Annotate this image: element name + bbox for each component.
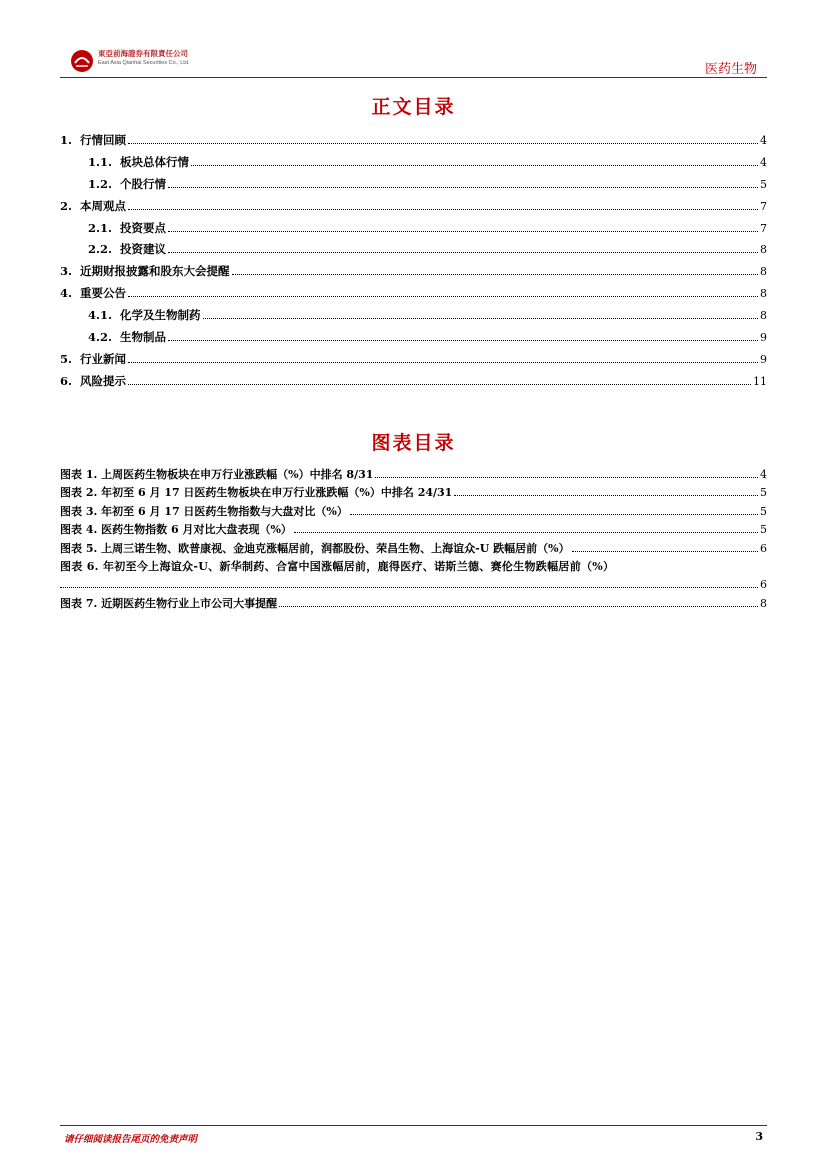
toc-entry-number: 6. bbox=[60, 373, 73, 388]
figure-entry[interactable] bbox=[60, 521, 767, 539]
leader-dots bbox=[168, 252, 758, 253]
figure-entry[interactable] bbox=[60, 540, 767, 558]
toc-entry[interactable] bbox=[60, 283, 767, 305]
figure-entry-page: 8 bbox=[760, 596, 767, 610]
toc-entry-number: 4.2. bbox=[88, 330, 113, 345]
leader-dots bbox=[454, 495, 758, 496]
leader-dots bbox=[232, 274, 758, 275]
leader-dots bbox=[572, 551, 758, 552]
toc-entry[interactable] bbox=[60, 218, 767, 240]
leader-dots bbox=[168, 187, 758, 188]
leader-dots bbox=[191, 165, 758, 166]
toc-entry[interactable] bbox=[60, 261, 767, 283]
toc-entry[interactable] bbox=[60, 305, 767, 327]
toc-entry-number: 3. bbox=[60, 264, 73, 279]
figure-entry-page: 5 bbox=[760, 523, 767, 537]
header-divider bbox=[60, 77, 767, 78]
toc-entry[interactable] bbox=[60, 371, 767, 393]
page-header bbox=[0, 0, 827, 80]
leader-dots bbox=[168, 340, 758, 341]
logo-icon bbox=[70, 49, 94, 73]
toc-entry-number: 2.1. bbox=[88, 220, 113, 235]
toc-title: 正文目录 bbox=[371, 96, 456, 118]
figure-entry[interactable] bbox=[60, 484, 767, 502]
figure-entry-label: 图表 1. 上周医药生物板块在申万行业涨跌幅（%）中排名 8/31 bbox=[60, 468, 374, 481]
toc-entry-page: 4 bbox=[760, 155, 767, 169]
figure-entry-label: 图表 7. 近期医药生物行业上市公司大事提醒 bbox=[60, 596, 278, 610]
leader-dots bbox=[294, 532, 758, 533]
page-number: 3 bbox=[755, 1130, 763, 1143]
toc-entry-label: 个股行情 bbox=[120, 176, 167, 191]
leader-dots bbox=[279, 606, 758, 607]
figure-entry-page: 5 bbox=[760, 504, 767, 518]
figure-entry-wrapped[interactable] bbox=[60, 558, 767, 576]
figures-title: 图表目录 bbox=[371, 432, 456, 454]
leader-dots bbox=[203, 318, 758, 319]
leader-dots bbox=[128, 384, 751, 385]
company-logo bbox=[70, 49, 189, 73]
toc-entry[interactable] bbox=[60, 327, 767, 349]
toc-entry-label: 投资建议 bbox=[120, 242, 167, 257]
toc-entry-page: 5 bbox=[760, 177, 767, 191]
toc-entry-page: 7 bbox=[760, 199, 767, 213]
toc-entry[interactable] bbox=[60, 174, 767, 196]
leader-dots bbox=[350, 514, 758, 515]
footer-disclaimer: 请仔细阅读报告尾页的免责声明 bbox=[64, 1134, 198, 1145]
table-of-contents bbox=[60, 130, 767, 393]
figure-entry-label: 图表 4. 医药生物指数 6 月对比大盘表现（%） bbox=[60, 523, 292, 537]
toc-entry-page: 8 bbox=[760, 265, 767, 279]
toc-entry-number: 4.1. bbox=[88, 308, 113, 323]
leader-dots bbox=[128, 296, 758, 297]
toc-entry-label: 重要公告 bbox=[80, 286, 127, 301]
figure-entry-label: 图表 5. 上周三诺生物、欧普康视、金迪克涨幅居前，润都股份、荣昌生物、上海谊众-U 跌幅居前（%） bbox=[60, 541, 570, 555]
toc-entry[interactable] bbox=[60, 239, 767, 261]
leader-dots bbox=[128, 362, 758, 363]
toc-entry-label: 行情回顾 bbox=[80, 133, 127, 147]
figure-list bbox=[60, 466, 767, 613]
toc-entry-page: 4 bbox=[760, 134, 767, 147]
toc-entry[interactable] bbox=[60, 349, 767, 371]
leader-dots bbox=[60, 587, 758, 588]
toc-entry-page: 9 bbox=[760, 331, 767, 345]
logo-name-en: East Asia Qianhai Securities Co., Ltd. bbox=[98, 60, 190, 66]
toc-entry-page: 9 bbox=[760, 352, 767, 366]
toc-entry-number: 5. bbox=[60, 351, 73, 366]
toc-entry-number: 2.2. bbox=[88, 242, 113, 257]
toc-entry-label: 风险提示 bbox=[80, 373, 127, 388]
figure-entry[interactable] bbox=[60, 466, 767, 484]
toc-entry-number: 1.1. bbox=[88, 154, 113, 169]
figure-entry-page: 6 bbox=[760, 578, 767, 592]
toc-entry[interactable] bbox=[60, 152, 767, 174]
toc-entry-label: 投资要点 bbox=[120, 220, 167, 235]
figure-entry-page: 6 bbox=[760, 541, 767, 555]
toc-entry[interactable] bbox=[60, 130, 767, 152]
figure-entry-label: 图表 3. 年初至 6 月 17 日医药生物指数与大盘对比（%） bbox=[60, 504, 348, 518]
leader-dots bbox=[168, 231, 758, 232]
figure-entry-label: 图表 6. 年初至今上海谊众-U、新华制药、合富中国涨幅居前，鹿得医疗、诺斯兰德、赛伦生物跌幅居前（%） bbox=[60, 559, 615, 573]
toc-entry-page: 8 bbox=[760, 287, 767, 301]
toc-entry-label: 化学及生物制药 bbox=[120, 308, 201, 323]
figure-entry[interactable] bbox=[60, 595, 767, 613]
figure-entry-label: 图表 2. 年初至 6 月 17 日医药生物板块在申万行业涨跌幅（%）中排名 24/31 bbox=[60, 486, 453, 500]
toc-entry-label: 板块总体行情 bbox=[120, 154, 190, 169]
leader-dots bbox=[128, 143, 758, 144]
toc-entry-number: 1. bbox=[60, 133, 73, 147]
leader-dots bbox=[128, 209, 758, 210]
toc-entry-label: 近期财报披露和股东大会提醒 bbox=[80, 264, 230, 279]
toc-entry-page: 7 bbox=[760, 221, 767, 235]
toc-entry-page: 11 bbox=[753, 374, 767, 388]
leader-dots bbox=[375, 477, 758, 478]
toc-entry-page: 8 bbox=[760, 243, 767, 257]
toc-entry-label: 本周观点 bbox=[80, 198, 127, 213]
toc-entry-number: 4. bbox=[60, 286, 73, 301]
footer-divider bbox=[60, 1125, 767, 1126]
toc-entry-number: 2. bbox=[60, 198, 73, 213]
figure-entry-page: 5 bbox=[760, 486, 767, 500]
figure-entry[interactable] bbox=[60, 503, 767, 521]
toc-entry[interactable] bbox=[60, 196, 767, 218]
toc-entry-label: 行业新闻 bbox=[80, 351, 127, 366]
figure-entry-wrapped-continuation bbox=[60, 576, 767, 594]
toc-entry-page: 8 bbox=[760, 309, 767, 323]
toc-entry-number: 1.2. bbox=[88, 176, 113, 191]
toc-entry-label: 生物制品 bbox=[120, 330, 167, 345]
report-category: 医药生物 bbox=[704, 62, 757, 77]
logo-name-cn: 東亞前海證券有限責任公司 bbox=[98, 49, 188, 58]
figure-entry-page: 4 bbox=[760, 468, 767, 481]
